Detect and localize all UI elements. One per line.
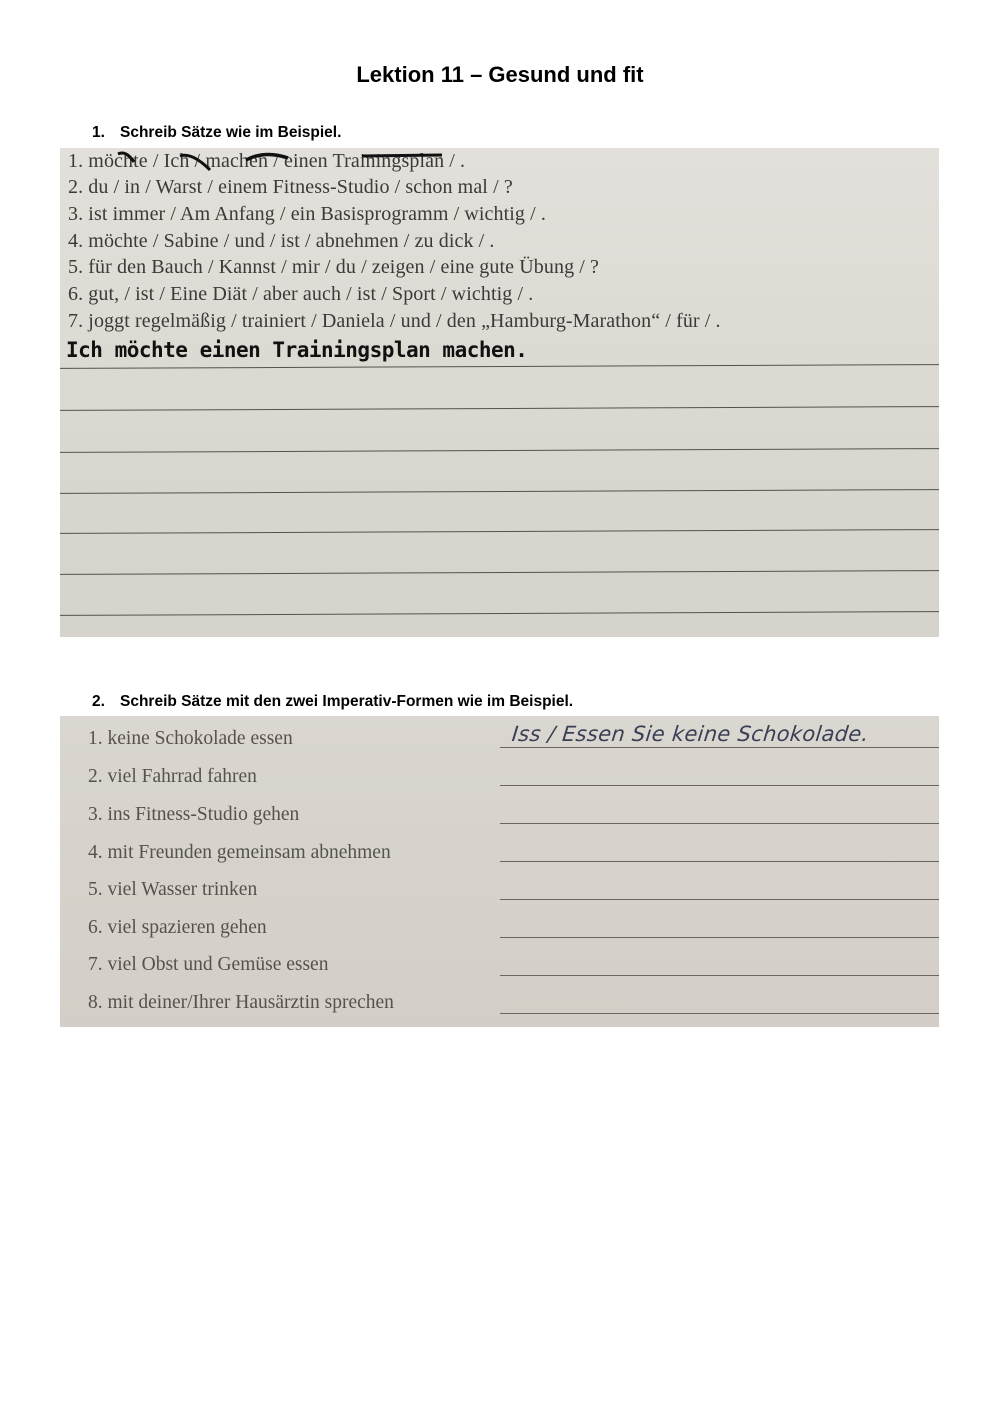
answer-line-2 <box>500 785 939 786</box>
writing-line-6 <box>60 570 939 575</box>
scramble-item-6: 6. gut, / ist / Eine Diät / aber auch / ist / Sport / wichtig / . <box>68 283 534 305</box>
scramble-item-1: 1. möchte / Ich / machen / einen Trainingsplan / . <box>68 150 466 172</box>
exercise-2-number: 2. <box>92 693 105 710</box>
page-title: Lektion 11 – Gesund und fit <box>356 62 644 87</box>
imperative-item-8: 8. mit deiner/Ihrer Hausärztin sprechen <box>88 992 394 1013</box>
answer-line-6 <box>500 937 939 938</box>
exercise-1-photo <box>60 148 939 637</box>
exercise-2-instruction: Schreib Sätze mit den zwei Imperativ-Formen wie im Beispiel. <box>120 693 574 710</box>
scramble-item-3: 3. ist immer / Am Anfang / ein Basisprogramm / wichtig / . <box>68 203 546 225</box>
answer-line-5 <box>500 899 939 900</box>
imperative-item-1: 1. keine Schokolade essen <box>88 728 293 749</box>
exercise-1-instruction: Schreib Sätze wie im Beispiel. <box>120 124 342 141</box>
imperative-item-5: 5. viel Wasser trinken <box>88 879 258 900</box>
imperative-item-6: 6. viel spazieren gehen <box>88 917 267 938</box>
pen-marks <box>60 148 939 188</box>
exercise-2-heading <box>92 693 573 711</box>
exercise-1-number: 1. <box>92 124 105 141</box>
writing-line-3 <box>60 448 939 453</box>
writing-line-1 <box>60 364 939 369</box>
imperative-item-3: 3. ins Fitness-Studio gehen <box>88 804 300 825</box>
scramble-item-2: 2. du / in / Warst / einem Fitness-Studio / schon mal / ? <box>68 176 513 198</box>
writing-line-2 <box>60 406 939 411</box>
writing-line-7 <box>60 611 939 616</box>
exercise-2-example-answer: Iss / Essen Sie keine Schokolade. <box>510 722 870 746</box>
answer-line-8 <box>500 1013 939 1014</box>
answer-line-7 <box>500 975 939 976</box>
writing-line-4 <box>60 489 939 494</box>
answer-line-4 <box>500 861 939 862</box>
scramble-item-7: 7. joggt regelmäßig / trainiert / Daniela / und / den „Hamburg-Marathon“ / für / . <box>68 310 721 332</box>
scramble-item-4: 4. möchte / Sabine / und / ist / abnehmen / zu dick / . <box>68 230 495 252</box>
writing-line-5 <box>60 529 939 534</box>
answer-line-3 <box>500 823 939 824</box>
imperative-item-2: 2. viel Fahrrad fahren <box>88 766 257 787</box>
imperative-item-7: 7. viel Obst und Gemüse essen <box>88 954 329 975</box>
imperative-item-4: 4. mit Freunden gemeinsam abnehmen <box>88 842 391 863</box>
answer-line-1 <box>500 747 939 748</box>
exercise-1-example-answer: Ich möchte einen Trainingsplan machen. <box>66 338 528 362</box>
exercise-2-photo <box>60 716 939 1027</box>
exercise-1-heading <box>92 124 341 142</box>
scramble-item-5: 5. für den Bauch / Kannst / mir / du / zeigen / eine gute Übung / ? <box>68 256 600 278</box>
